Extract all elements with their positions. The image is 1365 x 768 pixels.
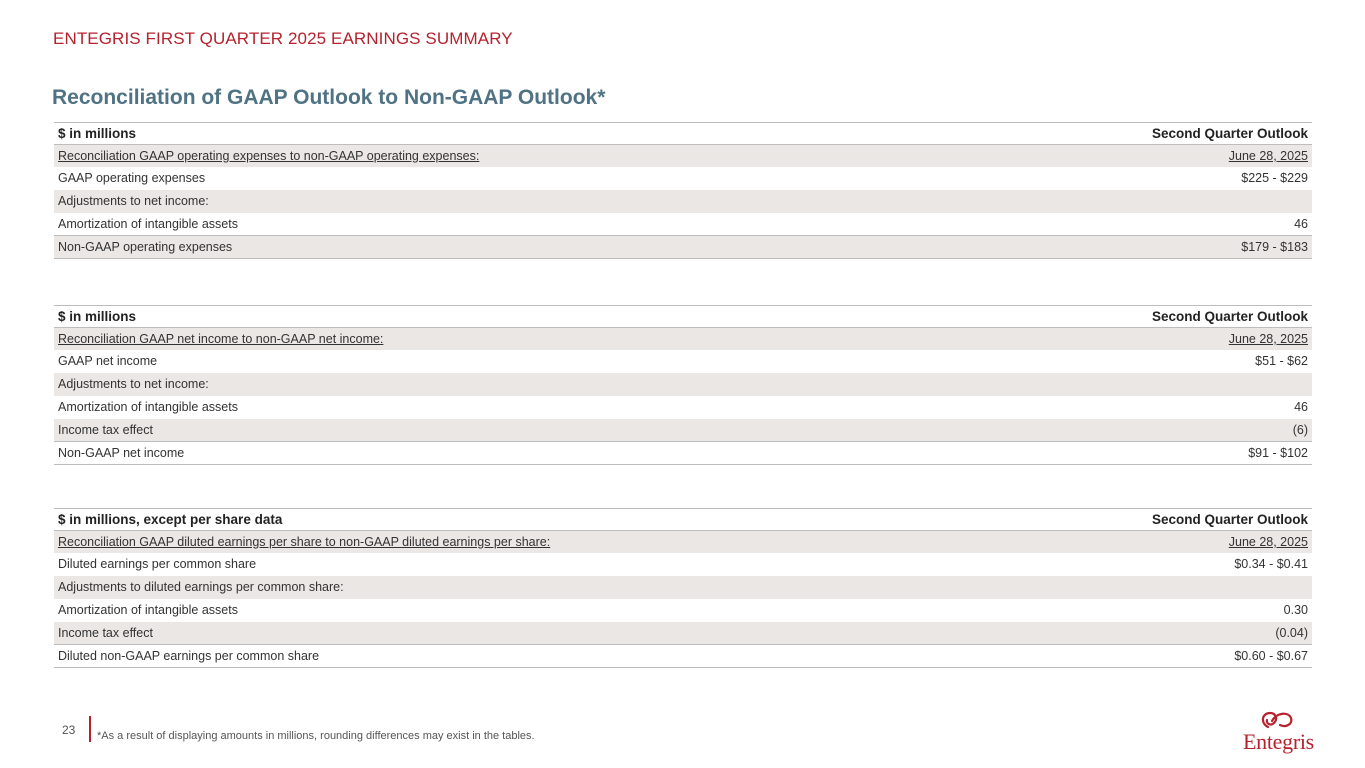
row-value: $225 - $229 [1241,171,1308,185]
table-total-row [54,236,1312,259]
period-header: Second Quarter Outlook [897,306,1312,328]
row-value [1001,576,1312,599]
opex-reconciliation-table [54,122,1312,259]
unit-label: $ in millions [54,306,897,328]
period-header: Second Quarter Outlook [964,123,1312,145]
table-header-row [54,123,1312,145]
row-value: 0.30 [1283,603,1308,617]
table-row [54,190,1312,213]
table-row [54,576,1312,599]
unit-label: $ in millions [54,123,964,145]
footer-divider [89,716,91,742]
row-value: $179 - $183 [964,236,1312,259]
table-header-row [54,509,1312,531]
page-title: Reconciliation of GAAP Outlook to Non-GAAP Outlook* [52,86,606,109]
table-row [54,419,1312,442]
table-row [54,553,1312,576]
row-label: GAAP operating expenses [58,171,206,185]
row-value: $0.34 - $0.41 [1234,557,1308,571]
period-date: June 28, 2025 [897,328,1312,350]
row-value: $91 - $102 [897,442,1312,465]
table-subtitle: Reconciliation GAAP net income to non-GAAP net income: [54,328,897,350]
row-label: Amortization of intangible assets [58,216,238,231]
eps-reconciliation-table [54,508,1312,668]
table-row [54,213,1312,236]
row-label: Non-GAAP net income [54,442,897,465]
period-date: June 28, 2025 [1001,531,1312,553]
table-subtitle-row [54,145,1312,167]
table-row [54,373,1312,396]
table-header-row [54,306,1312,328]
row-label: Adjustments to diluted earnings per common share: [54,576,1001,599]
row-value: 46 [1294,216,1308,231]
table-row [54,599,1312,622]
entegris-swirl-icon [1258,709,1298,731]
table-row [54,396,1312,419]
row-value: 46 [1294,400,1308,414]
period-date: June 28, 2025 [964,145,1312,167]
page-number: 23 [62,723,76,737]
row-value: (6) [897,419,1312,442]
table-subtitle-row [54,328,1312,350]
entegris-logo [1240,709,1320,757]
row-value: (0.04) [1001,622,1312,645]
row-label: Diluted non-GAAP earnings per common share [54,645,1001,668]
table-row [54,622,1312,645]
table-subtitle: Reconciliation GAAP diluted earnings per share to non-GAAP diluted earnings per share: [54,531,1001,553]
row-label: Income tax effect [54,419,897,442]
row-value: $0.60 - $0.67 [1001,645,1312,668]
logo-wordmark: Entegris [1243,729,1314,754]
period-header: Second Quarter Outlook [1001,509,1312,531]
slide-header-label: ENTEGRIS FIRST QUARTER 2025 EARNINGS SUMMARY [53,29,513,48]
net-income-reconciliation-table [54,305,1312,465]
table-subtitle: Reconciliation GAAP operating expenses to non-GAAP operating expenses: [54,145,964,167]
table-row [54,167,1312,190]
table-total-row [54,442,1312,465]
row-label: Adjustments to net income: [54,190,964,213]
row-label: Amortization of intangible assets [58,603,238,617]
table-subtitle-row [54,531,1312,553]
table-row [54,350,1312,373]
row-label: Income tax effect [54,622,1001,645]
row-label: Adjustments to net income: [54,373,897,396]
row-label: Amortization of intangible assets [58,400,238,414]
table-total-row [54,645,1312,668]
row-value: $51 - $62 [1255,354,1308,368]
footnote: *As a result of displaying amounts in millions, rounding differences may exist in the tables. [97,730,535,742]
row-label: Diluted earnings per common share [58,557,257,571]
unit-label: $ in millions, except per share data [54,509,1001,531]
row-value [964,190,1312,213]
row-value [897,373,1312,396]
row-label: GAAP net income [58,354,158,368]
row-label: Non-GAAP operating expenses [54,236,964,259]
